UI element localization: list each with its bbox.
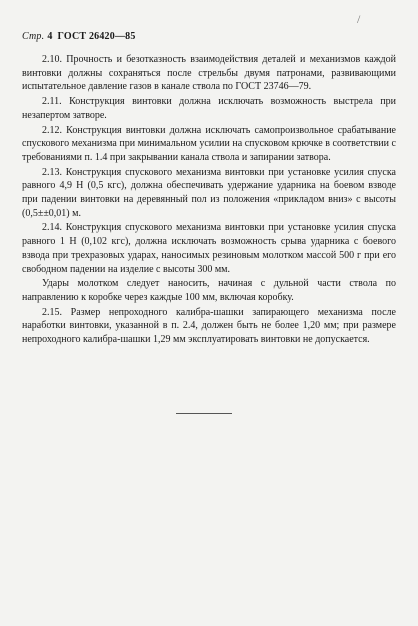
- paragraph-2-13: 2.13. Конструкция спускового механизма винтовки при установке усилия спуска равного 4,9 Н (0,5 кгс), должна обеспечивать удержание ударника на боевом взводе при падении винтовки на деревянный пол из положения «прикладом вниз» с высоты (0,5±±0,01) м.: [22, 166, 396, 219]
- page-label: Стр.: [22, 31, 45, 42]
- paragraph-2-12: 2.12. Конструкция винтовки должна исключать самопроизвольное срабатывание спускового механизма при минимальном усилии на спусковом крючке в соответствии с требованиями п. 1.4 при закрывании канала ствола и запирании затвора.: [22, 124, 396, 163]
- paragraph-2-11: 2.11. Конструкция винтовки должна исключать возможность выстрела при незапертом затворе.: [22, 96, 396, 121]
- paragraph-hammer-blows: Удары молотком следует наносить, начиная с дульной части ствола по направлению к коробке через каждые 100 мм, включая коробку.: [22, 278, 396, 303]
- paragraph-2-10: 2.10. Прочность и безотказность взаимодействия деталей и механизмов каждой винтовки должны сохраняться после стрельбы двумя патронами, развивающими испытательное давление газов в канале ствола по ГОСТ 23746—79.: [22, 54, 396, 93]
- standard-designation: ГОСТ 26420—85: [57, 31, 136, 42]
- paragraph-2-14: 2.14. Конструкция спускового механизма винтовки при установке усилия спуска равного 1 Н (0,102 кгс), должна исключать возможность срыва ударника с боевого взвода при трехразовых ударах, наносимых резиновым молотком массой 500 г при его свободном падении на изделие с высоты 300 мм.: [22, 222, 396, 275]
- page-header: [22, 31, 136, 42]
- end-divider: [176, 413, 232, 414]
- corner-mark: /: [357, 12, 361, 26]
- paragraph-2-15: 2.15. Размер непроходного калибра-шашки запирающего механизма после наработки винтовки, указанной в п. 2.4, должен быть не более 1,20 мм; при размере непроходного калибра-шашки 1,29 мм эксплуатировать винтовки не допускается.: [22, 306, 396, 346]
- document-body: [22, 53, 396, 348]
- page-number: 4: [47, 31, 53, 42]
